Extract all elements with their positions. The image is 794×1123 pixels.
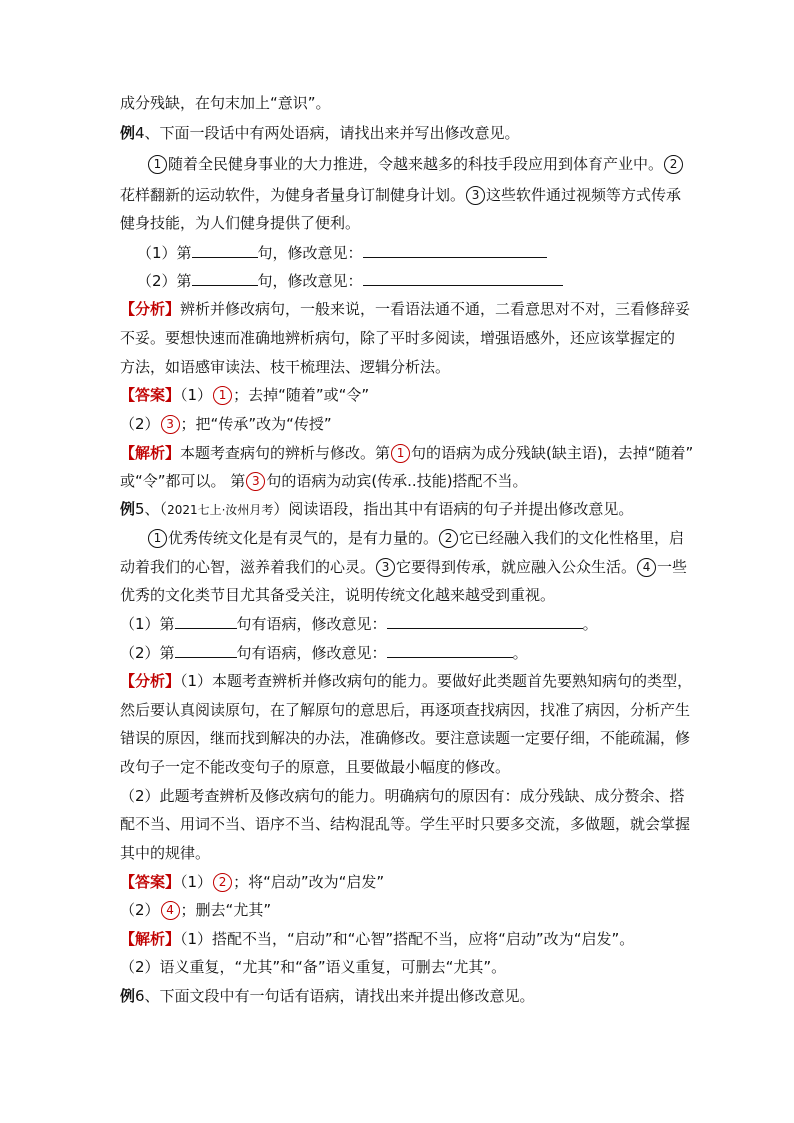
analysis-line: 错误的原因，继而找到解决的办法，准确修改。要注意读题一定要仔细，不能疏漏，修 — [120, 729, 691, 747]
analysis-line: 改句子一定不能改变句子的原意，且要做最小幅度的修改。 — [120, 758, 511, 776]
explanation-line: （2）语义重复，“尤其”和“备”语义重复，可删去“尤其”。 — [120, 958, 507, 976]
text-line: 成分残缺，在句末加上“意识”。 — [120, 94, 331, 112]
question-line: （2）第 句，修改意见： — [137, 269, 563, 292]
analysis-line: 方法，如语感审读法、枝干梳理法、逻辑分析法。 — [120, 358, 451, 376]
answer-line: 【答案】（1） 2 ；将“启动”改为“启发” — [120, 873, 385, 891]
example-4-heading: 例4、下面一段话中有两处语病，请找出来并写出修改意见。 — [120, 124, 520, 142]
example-4-passage-line: 1 随着全民健身事业的大力推进，令越来越多的科技手段应用到体育产业中。 2 — [147, 153, 684, 175]
example-5-passage-line: 1 优秀传统文化是有灵气的，是有力量的。 2 它已经融入我们的文化性格里，启 — [147, 527, 684, 549]
answer-line: 【答案】（1） 1 ；去掉“随着”或“令” — [120, 386, 370, 404]
explanation-line: 【解析】本题考查病句的辨析与修改。第 1 句的语病为成分残缺(缺主语)，去掉“随着” — [120, 444, 694, 462]
answer-blank[interactable] — [192, 241, 258, 258]
question-line: （1）第 句有语病，修改意见： 。 — [120, 612, 598, 635]
explanation-line: 【解析】（1）搭配不当，“启动”和“心智”搭配不当，应将“启动”改为“启发”。 — [120, 930, 635, 948]
answer-blank[interactable] — [363, 269, 563, 286]
answer-line: （2） 3 ；把“传承”改为“传授” — [120, 415, 332, 433]
answer-blank[interactable] — [387, 641, 513, 658]
answer-blank[interactable] — [175, 612, 237, 629]
analysis-line: （2）此题考查辨析及修改病句的能力。明确病句的原因有：成分残缺、成分赘余、搭 — [120, 787, 685, 805]
question-line: （2）第 句有语病，修改意见： 。 — [120, 641, 528, 664]
analysis-line: 其中的规律。 — [120, 844, 211, 862]
answer-line: （2） 4 ；删去“尤其” — [120, 901, 272, 919]
explanation-line: 或“令”都可以。 第 3 句的语病为动宾(传承..技能)搭配不当。 — [120, 472, 528, 490]
answer-blank[interactable] — [192, 269, 258, 286]
example-4-passage-line: 健身技能，为人们健身提供了便利。 — [120, 214, 361, 232]
analysis-line: 【分析】（1）本题考查辨析并修改病句的能力。要做好此类题首先要熟知病句的类型， — [120, 672, 693, 690]
answer-blank[interactable] — [175, 641, 237, 658]
example-5-heading: 例5、（2021七上·汝州月考）阅读语段，指出其中有语病的句子并提出修改意见。 — [120, 500, 634, 518]
question-line: （1）第 句，修改意见： — [137, 241, 547, 264]
example-4-passage-line: 花样翻新的运动软件，为健身者量身订制健身计划。 3 这些软件通过视频等方式传承 — [120, 186, 682, 204]
answer-blank[interactable] — [387, 612, 583, 629]
answer-blank[interactable] — [363, 241, 547, 258]
example-6-heading: 例6、下面文段中有一句话有语病，请找出来并提出修改意见。 — [120, 987, 535, 1005]
analysis-line: 不妥。要想快速而准确地辨析病句，除了平时多阅读，增强语感外，还应该掌握定的 — [120, 329, 676, 347]
example-5-passage-line: 动着我们的心智，滋养着我们的心灵。 3 它要得到传承，就应融入公众生活。 4 一些 — [120, 558, 688, 576]
analysis-line: 然后要认真阅读原句，在了解原句的意思后，再逐项查找病因，找准了病因，分析产生 — [120, 701, 691, 719]
analysis-line: 【分析】辨析并修改病句，一般来说，一看语法通不通，二看意思对不对，三看修辞妥 — [120, 300, 691, 318]
analysis-line: 配不当、用词不当、语序不当、结构混乱等。学生平时只要多交流，多做题，就会掌握 — [120, 815, 691, 833]
example-5-passage-line: 优秀的文化类节目尤其备受关注，说明传统文化越来越受到重视。 — [120, 586, 556, 604]
